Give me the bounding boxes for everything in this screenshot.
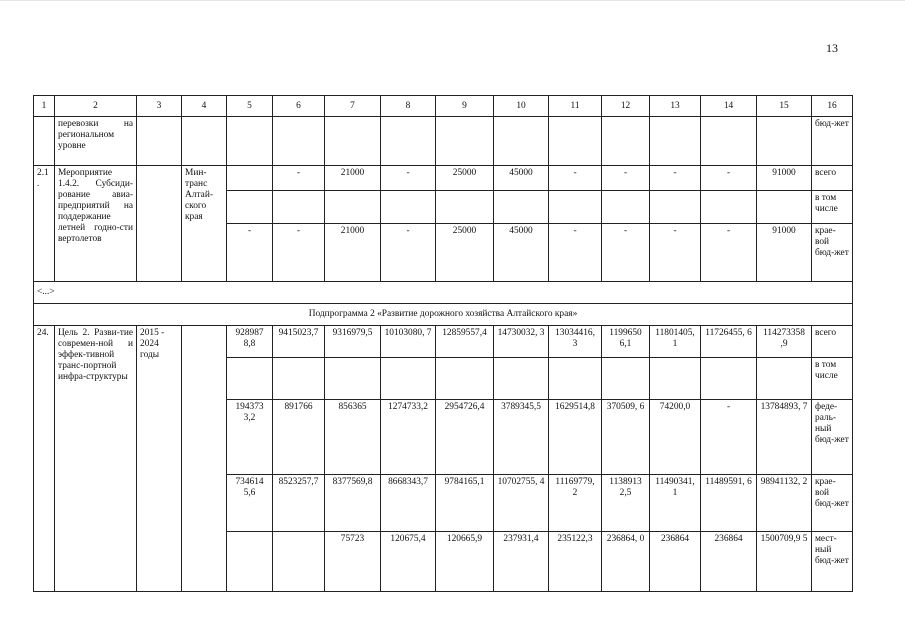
value-cell: 1500709,9 5: [757, 532, 812, 592]
value-cell: 75723: [325, 532, 381, 592]
period-cell: [137, 166, 182, 282]
subprogram-title: Подпрограмма 2 «Развитие дорожного хозяйства Алтайского края»: [34, 304, 853, 326]
header-cell: 3: [137, 96, 182, 117]
table-cell: [549, 117, 602, 166]
value-cell: [549, 358, 602, 400]
table-row: [34, 117, 853, 166]
table-cell: [757, 117, 812, 166]
value-cell: 25000: [436, 166, 494, 191]
value-cell: 928987 8,8: [227, 326, 273, 358]
table-cell: [227, 117, 273, 166]
value-cell: [436, 358, 494, 400]
value-cell: 9316979,5: [325, 326, 381, 358]
value-cell: 120665,9: [436, 532, 494, 592]
value-cell: -: [650, 166, 701, 191]
scan-edge: [0, 0, 905, 1]
value-cell: 91000: [757, 224, 812, 282]
source-cell: всего: [812, 326, 853, 358]
value-cell: 3789345,5: [494, 400, 549, 475]
header-cell: 13: [650, 96, 701, 117]
value-cell: 12859557,4: [436, 326, 494, 358]
value-cell: [494, 358, 549, 400]
value-cell: 1629514,8: [549, 400, 602, 475]
value-cell: -: [549, 166, 602, 191]
value-cell: -: [701, 400, 757, 475]
value-cell: 98941132, 2: [757, 475, 812, 532]
value-cell: 8377569,8: [325, 475, 381, 532]
row-name-cell: Цель 2. Разви-тие современ-ной и эффек-тивной транс-портной инфра-структуры: [55, 326, 137, 592]
header-cell: 5: [227, 96, 273, 117]
table-cell: [273, 117, 325, 166]
value-cell: [273, 358, 325, 400]
header-cell: 15: [757, 96, 812, 117]
source-cell: крае-вой бюд-жет: [812, 224, 853, 282]
value-cell: 1138913 2,5: [602, 475, 650, 532]
value-cell: 8523257,7: [273, 475, 325, 532]
table-cell: [137, 117, 182, 166]
source-cell: феде-раль-ный бюд-жет: [812, 400, 853, 475]
ellipsis-cell: <...>: [34, 282, 853, 304]
value-cell: [227, 532, 273, 592]
row-number-cell: 24.: [34, 326, 55, 592]
table-cell: [650, 117, 701, 166]
value-cell: 11169779, 2: [549, 475, 602, 532]
header-cell: 6: [273, 96, 325, 117]
value-cell: [325, 358, 381, 400]
table-row: [34, 304, 853, 326]
value-cell: [494, 191, 549, 224]
value-cell: 11490341, 1: [650, 475, 701, 532]
source-cell: крае-вой бюд-жет: [812, 475, 853, 532]
executor-cell: [182, 326, 227, 592]
value-cell: 14730032, 3: [494, 326, 549, 358]
value-cell: 45000: [494, 224, 549, 282]
period-cell: 2015 - 2024 годы: [137, 326, 182, 592]
header-cell: 4: [182, 96, 227, 117]
value-cell: [650, 358, 701, 400]
value-cell: -: [381, 166, 436, 191]
value-cell: 120675,4: [381, 532, 436, 592]
header-row: [34, 96, 853, 117]
value-cell: 45000: [494, 166, 549, 191]
budget-table: [33, 95, 853, 592]
value-cell: -: [227, 224, 273, 282]
value-cell: [227, 166, 273, 191]
value-cell: 194373 3,2: [227, 400, 273, 475]
value-cell: [381, 358, 436, 400]
value-cell: [273, 191, 325, 224]
header-cell: 11: [549, 96, 602, 117]
table-cell: [34, 117, 55, 166]
table-cell: [701, 117, 757, 166]
header-cell: 10: [494, 96, 549, 117]
value-cell: 13784893, 7: [757, 400, 812, 475]
table-cell: [381, 117, 436, 166]
value-cell: [602, 191, 650, 224]
value-cell: 235122,3: [549, 532, 602, 592]
value-cell: 8668343,7: [381, 475, 436, 532]
value-cell: 11801405, 1: [650, 326, 701, 358]
value-cell: 2954726,4: [436, 400, 494, 475]
source-cell: мест-ный бюд-жет: [812, 532, 853, 592]
source-cell: в том числе: [812, 358, 853, 400]
value-cell: 9415023,7: [273, 326, 325, 358]
value-cell: 236864: [650, 532, 701, 592]
table-cell: [436, 117, 494, 166]
header-cell: 8: [381, 96, 436, 117]
row-number-cell: 2.1 .: [34, 166, 55, 282]
source-cell: бюд-жет: [812, 117, 853, 166]
header-cell: 16: [812, 96, 853, 117]
value-cell: 21000: [325, 224, 381, 282]
table-cell: [602, 117, 650, 166]
header-cell: 7: [325, 96, 381, 117]
value-cell: [227, 191, 273, 224]
value-cell: [325, 191, 381, 224]
value-cell: [757, 191, 812, 224]
header-cell: 2: [55, 96, 137, 117]
header-cell: 9: [436, 96, 494, 117]
value-cell: -: [701, 224, 757, 282]
value-cell: 891766: [273, 400, 325, 475]
table-cell: [494, 117, 549, 166]
table-row: [34, 282, 853, 304]
value-cell: 13034416, 3: [549, 326, 602, 358]
header-cell: 14: [701, 96, 757, 117]
value-cell: [381, 191, 436, 224]
value-cell: 10103080, 7: [381, 326, 436, 358]
value-cell: 1274733,2: [381, 400, 436, 475]
value-cell: -: [701, 166, 757, 191]
value-cell: 11489591, 6: [701, 475, 757, 532]
value-cell: 114273358 ,9: [757, 326, 812, 358]
value-cell: 74200,0: [650, 400, 701, 475]
row-name-cell: перевозки на региональном уровне: [55, 117, 137, 166]
value-cell: [273, 532, 325, 592]
value-cell: 734614 5,6: [227, 475, 273, 532]
row-name-cell: Мероприятие 1.4.2. Субсиди-рование авиа-предприятий на поддержание летней годно-сти вертолетов: [55, 166, 137, 282]
value-cell: 25000: [436, 224, 494, 282]
value-cell: -: [602, 224, 650, 282]
value-cell: -: [549, 224, 602, 282]
source-cell: всего: [812, 166, 853, 191]
page-number: 13: [826, 41, 838, 55]
value-cell: 21000: [325, 166, 381, 191]
table-row: [34, 326, 853, 358]
value-cell: [602, 358, 650, 400]
value-cell: 236864, 0: [602, 532, 650, 592]
value-cell: [549, 191, 602, 224]
source-cell: в том числе: [812, 191, 853, 224]
value-cell: 91000: [757, 166, 812, 191]
value-cell: 237931,4: [494, 532, 549, 592]
executor-cell: Мин-транс Алтай-ского края: [182, 166, 227, 282]
value-cell: [227, 358, 273, 400]
value-cell: 11726455, 6: [701, 326, 757, 358]
value-cell: 10702755, 4: [494, 475, 549, 532]
header-cell: 1: [34, 96, 55, 117]
value-cell: 1199650 6,1: [602, 326, 650, 358]
table-cell: [325, 117, 381, 166]
value-cell: [701, 358, 757, 400]
header-cell: 12: [602, 96, 650, 117]
table-row: [34, 166, 853, 191]
value-cell: -: [602, 166, 650, 191]
value-cell: 236864: [701, 532, 757, 592]
value-cell: -: [273, 166, 325, 191]
value-cell: 370509, 6: [602, 400, 650, 475]
value-cell: [701, 191, 757, 224]
value-cell: 856365: [325, 400, 381, 475]
value-cell: -: [650, 224, 701, 282]
value-cell: -: [381, 224, 436, 282]
value-cell: [650, 191, 701, 224]
value-cell: -: [273, 224, 325, 282]
value-cell: [436, 191, 494, 224]
table-cell: [182, 117, 227, 166]
value-cell: 9784165,1: [436, 475, 494, 532]
value-cell: [757, 358, 812, 400]
